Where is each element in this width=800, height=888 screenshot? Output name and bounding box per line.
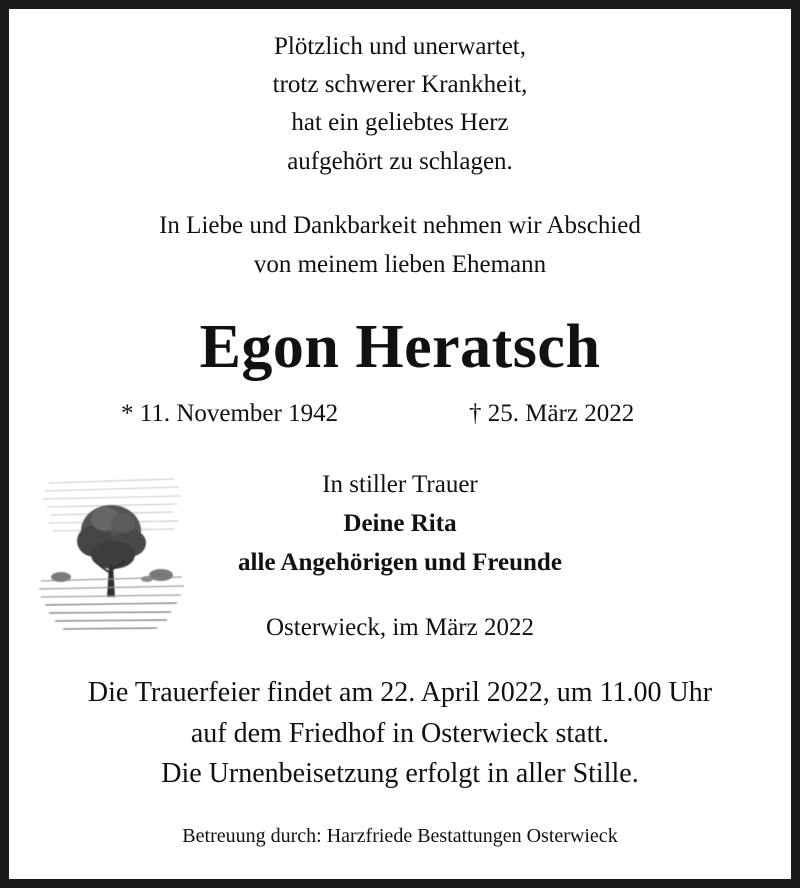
service-line-1: Die Trauerfeier findet am 22. April 2022, um 11.00 Uhr [87, 677, 713, 708]
death-date: † 25. März 2022 [469, 400, 635, 427]
mourner-spouse: Deine Rita [343, 510, 457, 537]
obituary-notice [9, 9, 791, 879]
service-line-3: Die Urnenbeisetzung erfolgt in aller Stille. [161, 758, 639, 789]
birth-date: * 11. November 1942 [121, 400, 339, 427]
farewell-line-1: In Liebe und Dankbarkeit nehmen wir Abschied [159, 212, 641, 239]
intro-line-1: Plötzlich und unerwartet, [273, 33, 526, 60]
service-line-2: auf dem Friedhof in Osterwieck statt. [190, 718, 610, 749]
intro-line-2: trotz schwerer Krankheit, [272, 71, 528, 98]
farewell-line-2: von meinem lieben Ehemann [253, 251, 547, 278]
deceased-name: Egon Heratsch [199, 313, 601, 381]
place-date: Osterwieck, im März 2022 [266, 614, 534, 641]
intro-line-3: hat ein geliebtes Herz [291, 109, 509, 136]
funeral-home-credit: Betreuung durch: Harzfriede Bestattungen Osterwieck [182, 825, 618, 847]
intro-line-4: aufgehört zu schlagen. [287, 148, 513, 175]
mourner-others: alle Angehörigen und Freunde [238, 549, 562, 576]
mourners-intro: In stiller Trauer [322, 471, 478, 498]
